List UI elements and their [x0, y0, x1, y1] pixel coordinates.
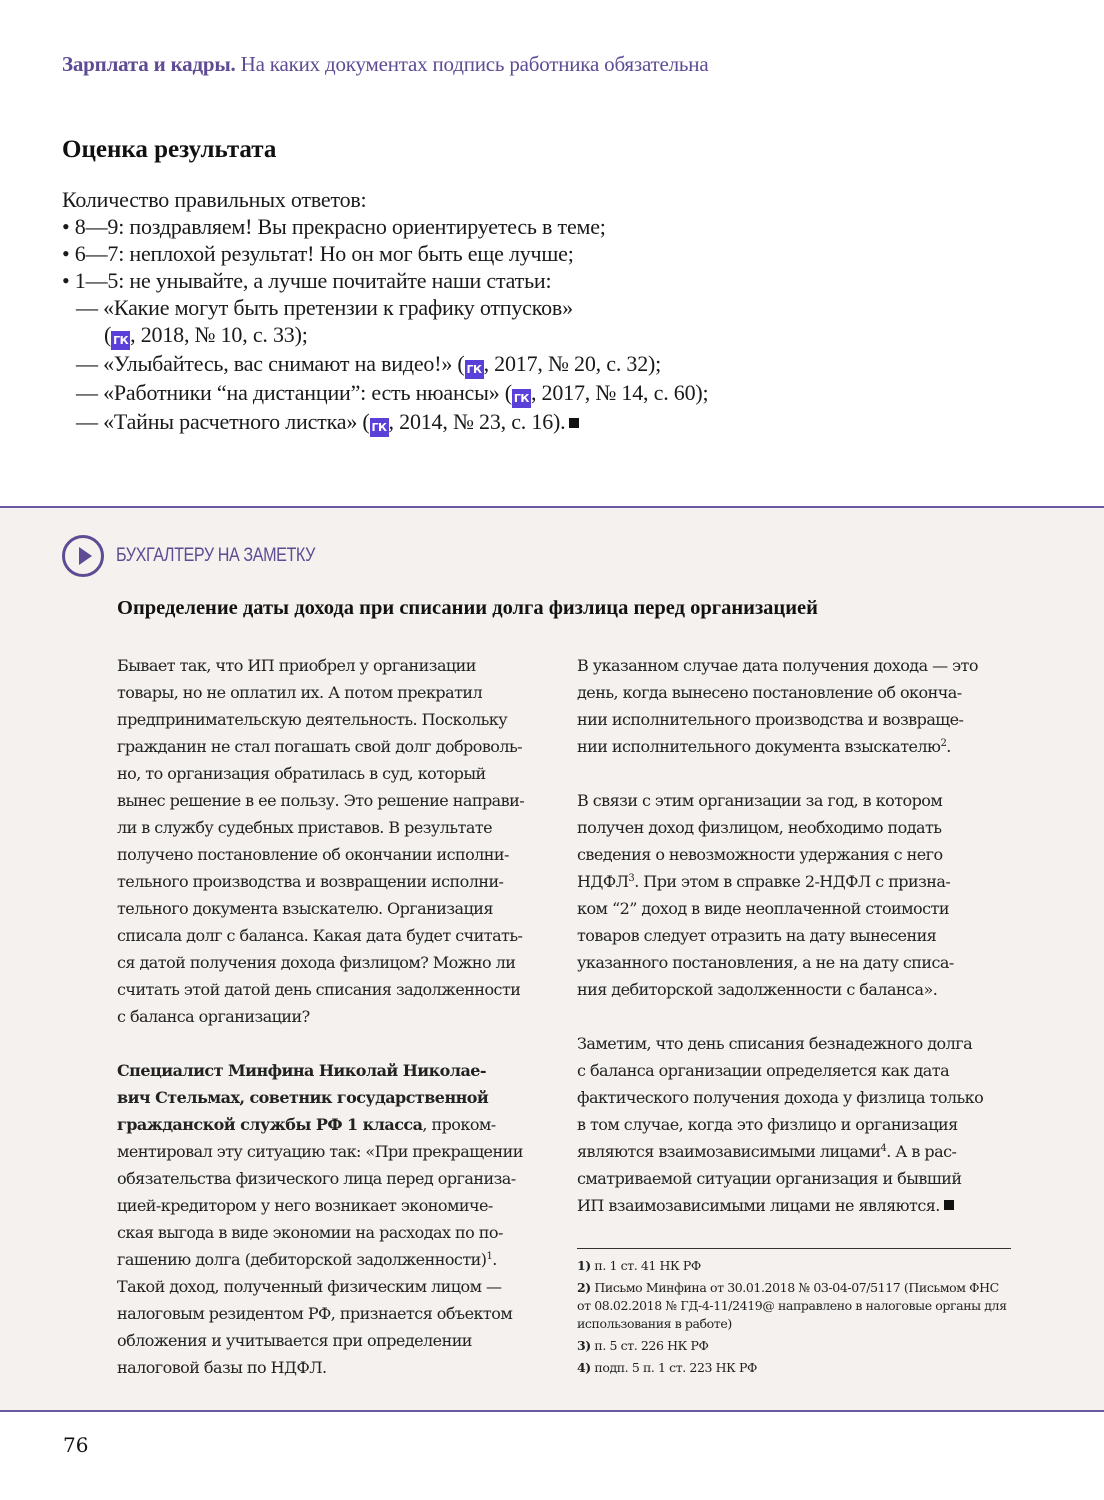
- end-of-article-mark-icon: [569, 418, 579, 428]
- note-label: БУХГАЛТЕРУ НА ЗАМЕТКУ: [116, 545, 315, 566]
- footnote: 2) Письмо Минфина от 30.01.2018 № 03-04-07/5117 (Письмом ФНС от 08.02.2018 № ГД-4-11/2419@ направлено в налоговые органы для использования в работе): [577, 1280, 1007, 1331]
- results-heading: Оценка результата: [62, 136, 277, 163]
- results-bullet: • 8—9: поздравляем! Вы прекрасно ориентируетесь в теме;: [62, 214, 606, 239]
- article-ref[interactable]: — «Работники “на дистанции”: есть нюансы» ( ГК, 2017, № 14, с. 60);: [62, 379, 782, 408]
- results-section: [62, 136, 782, 437]
- running-head-section: Зарплата и кадры.: [62, 52, 236, 76]
- footnote-ref[interactable]: 3: [628, 873, 635, 884]
- accountant-note-box: [0, 506, 1104, 1412]
- results-bullet: • 1—5: не унывайте, а лучше почитайте наши статьи:: [62, 268, 552, 293]
- gk-magazine-icon: ГК: [465, 360, 484, 379]
- note-paragraph: Специалист Минфина Николай Николае- вич Стельмах, советник государственной гражданской службы РФ 1 класса, проком- ментировал эту ситуацию так: «При прекращении обязательства физического лица перед организа- цией-кредитором у него возникает экономиче- ская выгода в виде экономии на расходах по по- гашению долга (дебиторской задолженности)$^1$. Такой доход, полученный физическим лицом — налоговым резидентом РФ, признается объектом обложения и учитывается при определении налоговой базы по НДФЛ.: [117, 1057, 557, 1381]
- results-intro: Количество правильных ответов:: [62, 187, 367, 212]
- end-of-article-mark-icon: [944, 1200, 954, 1210]
- gk-magazine-icon: ГК: [512, 389, 531, 408]
- gk-magazine-icon: ГК: [370, 418, 389, 437]
- gk-magazine-icon: ГК: [111, 331, 130, 350]
- note-column-left: [117, 652, 557, 1408]
- results-bullet: • 6—7: неплохой результат! Но он мог быть еще лучше;: [62, 241, 574, 266]
- footnote: 3) п. 5 ст. 226 НК РФ: [577, 1338, 709, 1353]
- article-ref[interactable]: — «Тайны расчетного листка» ( ГК, 2014, № 23, с. 16).: [62, 408, 782, 437]
- expert-name: вич Стельмах, советник государственной: [117, 1088, 489, 1107]
- play-icon: [62, 535, 104, 577]
- article-ref[interactable]: — «Улыбайтесь, вас снимают на видео!» ( ГК, 2017, № 20, с. 32);: [62, 350, 782, 379]
- note-paragraph: Заметим, что день списания безнадежного долга с баланса организации определяется как дата фактического получения дохода у физлица только в том случае, когда это физлицо и организация являются взаимозависимыми лицами$^4$. А в рас- сматриваемой ситуации организация и бывший ИП взаимозависимыми лицами не являются.: [577, 1034, 984, 1215]
- expert-name: Специалист Минфина Николай Николае-: [117, 1061, 487, 1080]
- footnotes: [577, 1248, 1011, 1381]
- footnote-ref[interactable]: 4: [880, 1143, 887, 1154]
- footnote-ref[interactable]: 2: [940, 738, 947, 749]
- expert-name: гражданской службы РФ 1 класса: [117, 1115, 423, 1134]
- note-header: [62, 535, 350, 577]
- note-paragraph: Бывает так, что ИП приобрел у организации товары, но не оплатил их. А потом прекратил предпринимательскую деятельность. Поскольку гражданин не стал погашать свой долг доброволь- но, то организация обратилась в суд, который вынес решение в ее пользу. Это решение направи- ли в службу судебных приставов. В результате получено постановление об окончании исполни- тельного производства и возвращении исполни- тельного документа взыскателю. Организация списала долг с баланса. Какая дата будет считать- ся датой получения дохода физлицом? Можно ли считать этой датой день списания задолженности с баланса организации?: [117, 656, 525, 1026]
- running-head: [62, 52, 708, 77]
- page-number: 76: [63, 1433, 89, 1457]
- note-paragraph: В указанном случае дата получения дохода — это день, когда вынесено постановление об оконча- нии исполнительного производства и возвраще- нии исполнительного документа взыскателю$^2$.: [577, 656, 978, 756]
- running-head-title: На каких документах подпись работника обязательна: [240, 52, 709, 76]
- footnote: 4) подп. 5 п. 1 ст. 223 НК РФ: [577, 1360, 757, 1375]
- note-paragraph: В связи с этим организации за год, в котором получен доход физлицом, необходимо подать сведения о невозможности удержания с него НДФЛ$^3$. При этом в справке 2-НДФЛ с призна- ком “2” доход в виде неоплаченной стоимости товаров следует отразить на дату вынесения указанного постановления, а не на дату списа- ния дебиторской задолженности с баланса».: [577, 791, 954, 999]
- footnote-ref[interactable]: 1: [486, 1251, 493, 1262]
- footnote: 1) п. 1 ст. 41 НК РФ: [577, 1258, 701, 1273]
- note-column-right: [577, 652, 1017, 1246]
- article-ref-cont: ( ГК, 2018, № 10, с. 33);: [62, 321, 782, 350]
- article-ref[interactable]: — «Какие могут быть претензии к графику отпусков»: [76, 295, 573, 320]
- note-title: Определение даты дохода при списании долга физлица перед организацией: [117, 597, 818, 619]
